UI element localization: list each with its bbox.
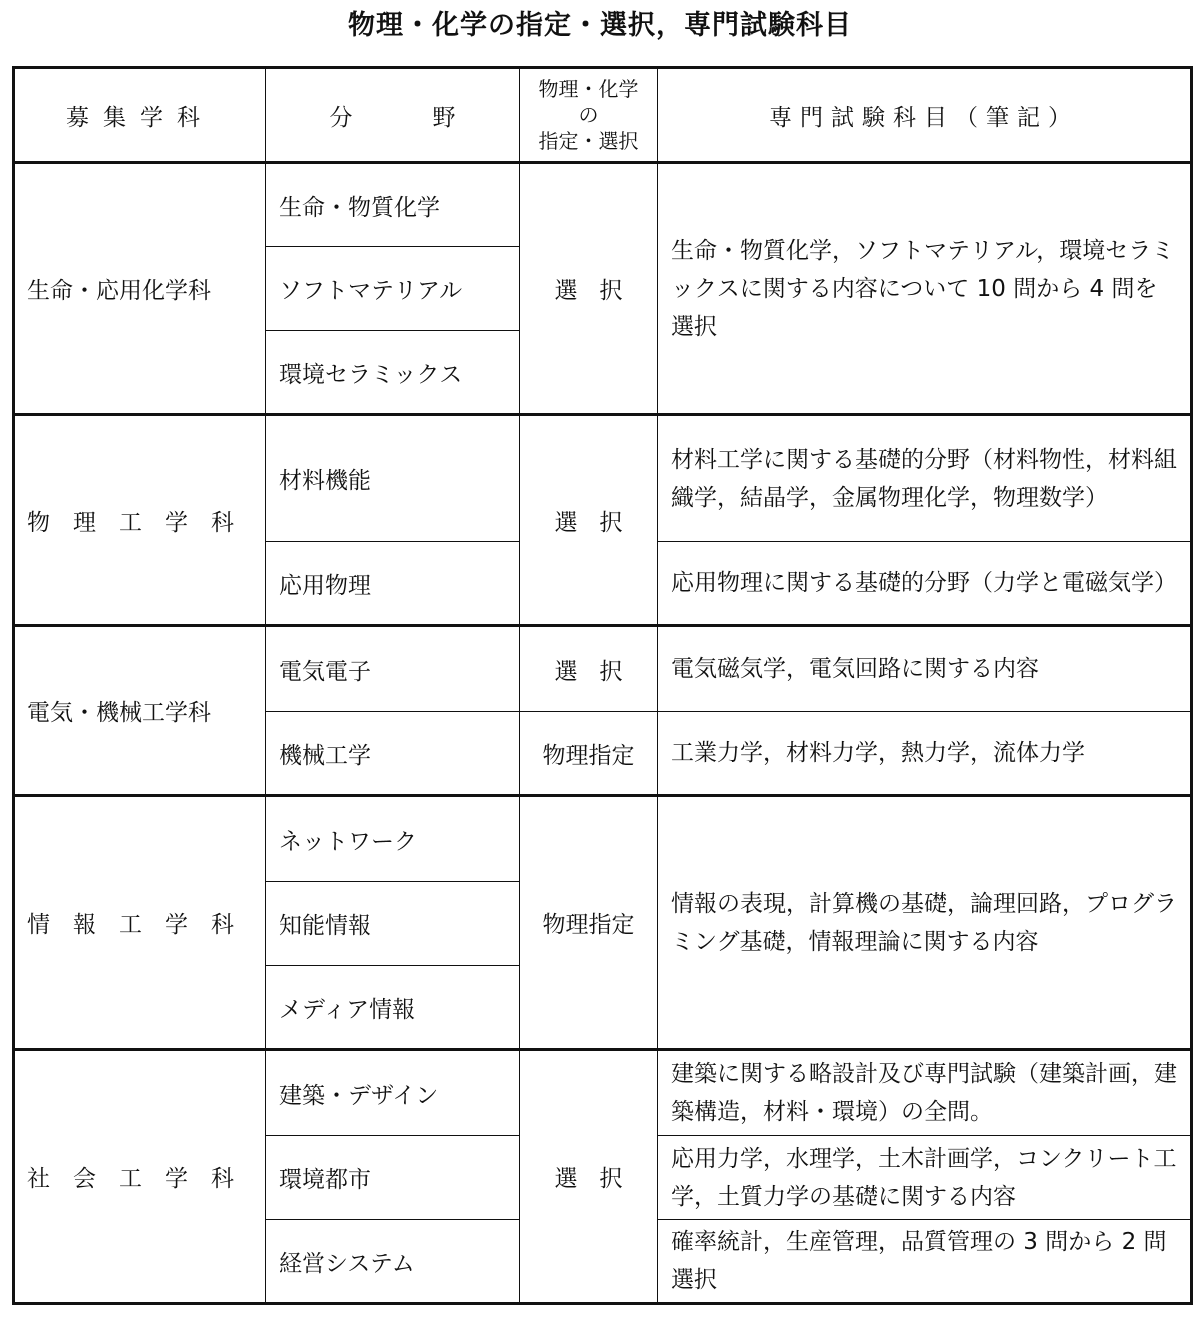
designation-cell: 選択 (520, 1050, 658, 1304)
field-cell: 生命・物質化学 (266, 163, 520, 247)
field-cell: 環境セラミックス (266, 331, 520, 415)
department-cell: 物理工学科 (14, 415, 266, 626)
subjects-cell: 応用物理に関する基礎的分野（力学と電磁気学） (658, 542, 1192, 626)
department-cell: 電気・機械工学科 (14, 626, 266, 796)
field-cell: ネットワーク (266, 796, 520, 882)
designation-cell: 選択 (520, 626, 658, 712)
field-cell: 電気電子 (266, 626, 520, 712)
field-cell: メディア情報 (266, 966, 520, 1050)
subjects-cell: 情報の表現，計算機の基礎，論理回路，プログラミング基礎，情報理論に関する内容 (658, 796, 1192, 1050)
table-row (14, 1050, 1192, 1136)
designation-cell: 選択 (520, 415, 658, 626)
field-cell: 経営システム (266, 1220, 520, 1304)
field-cell: 応用物理 (266, 542, 520, 626)
subjects-cell: 応用力学，水理学，土木計画学，コンクリート工学，土質力学の基礎に関する内容 (658, 1136, 1192, 1220)
page-title: 物理・化学の指定・選択，専門試験科目 (348, 10, 852, 41)
field-cell: 環境都市 (266, 1136, 520, 1220)
header-field: 分 野 (266, 68, 520, 163)
field-cell: ソフトマテリアル (266, 247, 520, 331)
header-subjects: 専門試験科目（筆記） (658, 68, 1192, 163)
subjects-cell: 電気磁気学，電気回路に関する内容 (658, 626, 1192, 712)
header-designation: 物理・化学 の 指定・選択 (520, 68, 658, 163)
subjects-cell: 確率統計，生産管理，品質管理の 3 問から 2 問選択 (658, 1220, 1192, 1304)
table-row (14, 415, 1192, 542)
department-cell: 情報工学科 (14, 796, 266, 1050)
department-cell: 社会工学科 (14, 1050, 266, 1304)
field-cell: 知能情報 (266, 882, 520, 966)
subjects-cell: 生命・物質化学，ソフトマテリアル，環境セラミックスに関する内容について 10 問から 4 問を選択 (658, 163, 1192, 415)
designation-cell: 物理指定 (520, 796, 658, 1050)
header-department: 募集学科 (14, 68, 266, 163)
field-cell: 建築・デザイン (266, 1050, 520, 1136)
subjects-cell: 材料工学に関する基礎的分野（材料物性，材料組織学，結晶学，金属物理化学，物理数学） (658, 415, 1192, 542)
field-cell: 機械工学 (266, 712, 520, 796)
department-cell: 生命・応用化学科 (14, 163, 266, 415)
table-row (14, 626, 1192, 712)
table-row (14, 163, 1192, 247)
field-cell: 材料機能 (266, 415, 520, 542)
subjects-cell: 建築に関する略設計及び専門試験（建築計画，建築構造，材料・環境）の全問。 (658, 1050, 1192, 1136)
exam-subjects-table (12, 66, 1193, 1305)
designation-cell: 物理指定 (520, 712, 658, 796)
table-header-row (14, 68, 1192, 163)
designation-cell: 選択 (520, 163, 658, 415)
table-row (14, 796, 1192, 882)
subjects-cell: 工業力学，材料力学，熱力学，流体力学 (658, 712, 1192, 796)
